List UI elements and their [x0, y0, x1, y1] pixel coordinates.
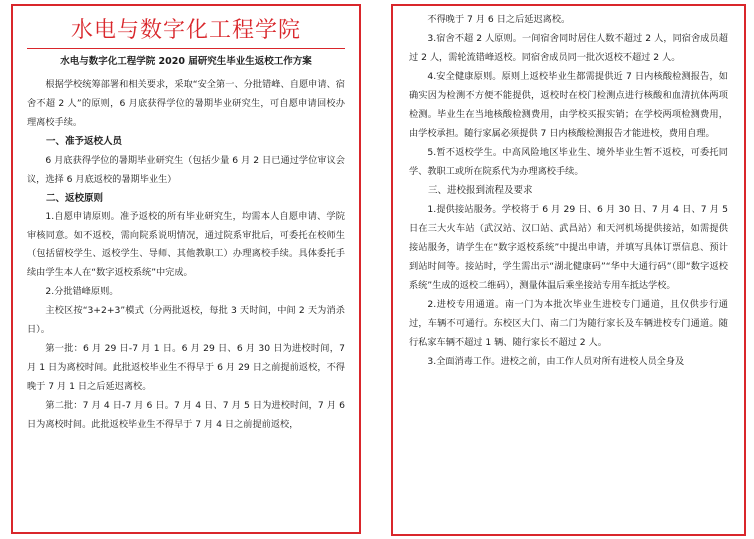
principle-batches: 2.分批错峰原则。 — [45, 286, 119, 297]
document-page-right — [391, 4, 746, 536]
principle-voluntary: 1.自愿申请原则。准予返校的所有毕业研究生，均需本人自愿申请、学院审核同意。如不返校，需向院系说明情况，通过院系审批后，可委托在校师生（包括留校学生、返校学生、导师、其他教职工）办理离校手续。具体委托手续由学生本人在“数字返校系统”中完成。 — [27, 211, 345, 278]
document-page-left — [11, 4, 361, 534]
eligible-paragraph: 6 月底获得学位的暑期毕业研究生（包括少量 6 月 2 日已通过学位审议会议，选择 6 月底返校的暑期毕业生） — [27, 155, 345, 185]
principle-not-returning: 5.暂不返校学生。中高风险地区毕业生、境外毕业生暂不返校，可委托同学、教职工或所在院系代为办理离校手续。 — [409, 147, 728, 177]
intro-paragraph: 根据学校统筹部署和相关要求，采取“安全第一、分批错峰、自愿申请、宿舍不超 2 人”的原则，6 月底获得学位的暑期毕业研究生，可自愿申请回校办理离校手续。 — [27, 79, 345, 128]
section-heading-checkin: 三、进校报到流程及要求 — [428, 185, 533, 196]
step-pickup-service: 1.提供接站服务。学校将于 6 月 29 日、6 月 30 日、7 月 4 日、7 月 5 日在三大火车站（武汉站、汉口站、武昌站）和天河机场提供接站，如需提供接站服务，请学生在“数字返校系统”中提出申请，并填写具体订票信息、预计到站时间等。接站时，学生需出示“湖北健康码”“华中大通行码”（即“数字返校系统”生成的返校二维码），测量体温后乘坐接站专用车抵达学校。 — [409, 204, 728, 291]
batch-two-paragraph: 第二批：7 月 4 日-7 月 6 日。7 月 4 日、7 月 5 日为进校时间，7 月 6 日为离校时间。此批返校毕业生不得早于 7 月 4 日之前提前返校， — [27, 400, 345, 430]
batch-one-paragraph: 第一批：6 月 29 日-7 月 1 日。6 月 29 日、6 月 30 日为进校时间，7 月 1 日为离校时间。此批返校毕业生不得早于 6 月 29 日之前提前返校，不得晚于 7 月 1 日之后延迟离校。 — [27, 343, 345, 392]
step-disinfection: 3.全面消毒工作。进校之前，由工作人员对所有进校人员全身及 — [427, 356, 685, 367]
step-entry-channel: 2.进校专用通道。南一门为本批次毕业生进校专门通道，且仅供步行通过，车辆不可通行。东校区大门、南二门为随行家长及车辆进校专门通道。随行私家车辆不超过 1 辆、随行家长不超过 2 人。 — [409, 299, 728, 348]
document-subtitle: 水电与数字化工程学院 2020 届研究生毕业生返校工作方案 — [60, 56, 312, 67]
section-heading-principles: 二、返校原则 — [46, 193, 104, 204]
section-heading-eligible: 一、准予返校人员 — [46, 136, 123, 147]
principle-health: 4.安全健康原则。原则上返校毕业生都需提供近 7 日内核酸检测报告，如确实因为检测不方便不能提供，返校时在校门检测点进行核酸和血清抗体两项检测。毕业生在当地核酸检测费用，由学校买报实销；在学校两项检测费用，由学校承担。随行家属必须提供 7 日内核酸检测报告才能进校，费用自理。 — [409, 71, 728, 139]
school-title: 水电与数字化工程学院 — [70, 18, 301, 43]
principle-dorm-limit: 3.宿舍不超 2 人原则。一间宿舍同时居住人数不超过 2 人，同宿舍成员超过 2 人，需轮流错峰返校。同宿舍成员同一批次返校不超过 2 人。 — [409, 33, 728, 63]
principle-batches-body: 主校区按“3+2+3”模式（分两批返校，每批 3 天时间，中间 2 天为消杀日）。 — [27, 305, 345, 335]
title-divider — [27, 48, 345, 49]
continuation-paragraph: 不得晚于 7 月 6 日之后延迟离校。 — [427, 14, 571, 25]
